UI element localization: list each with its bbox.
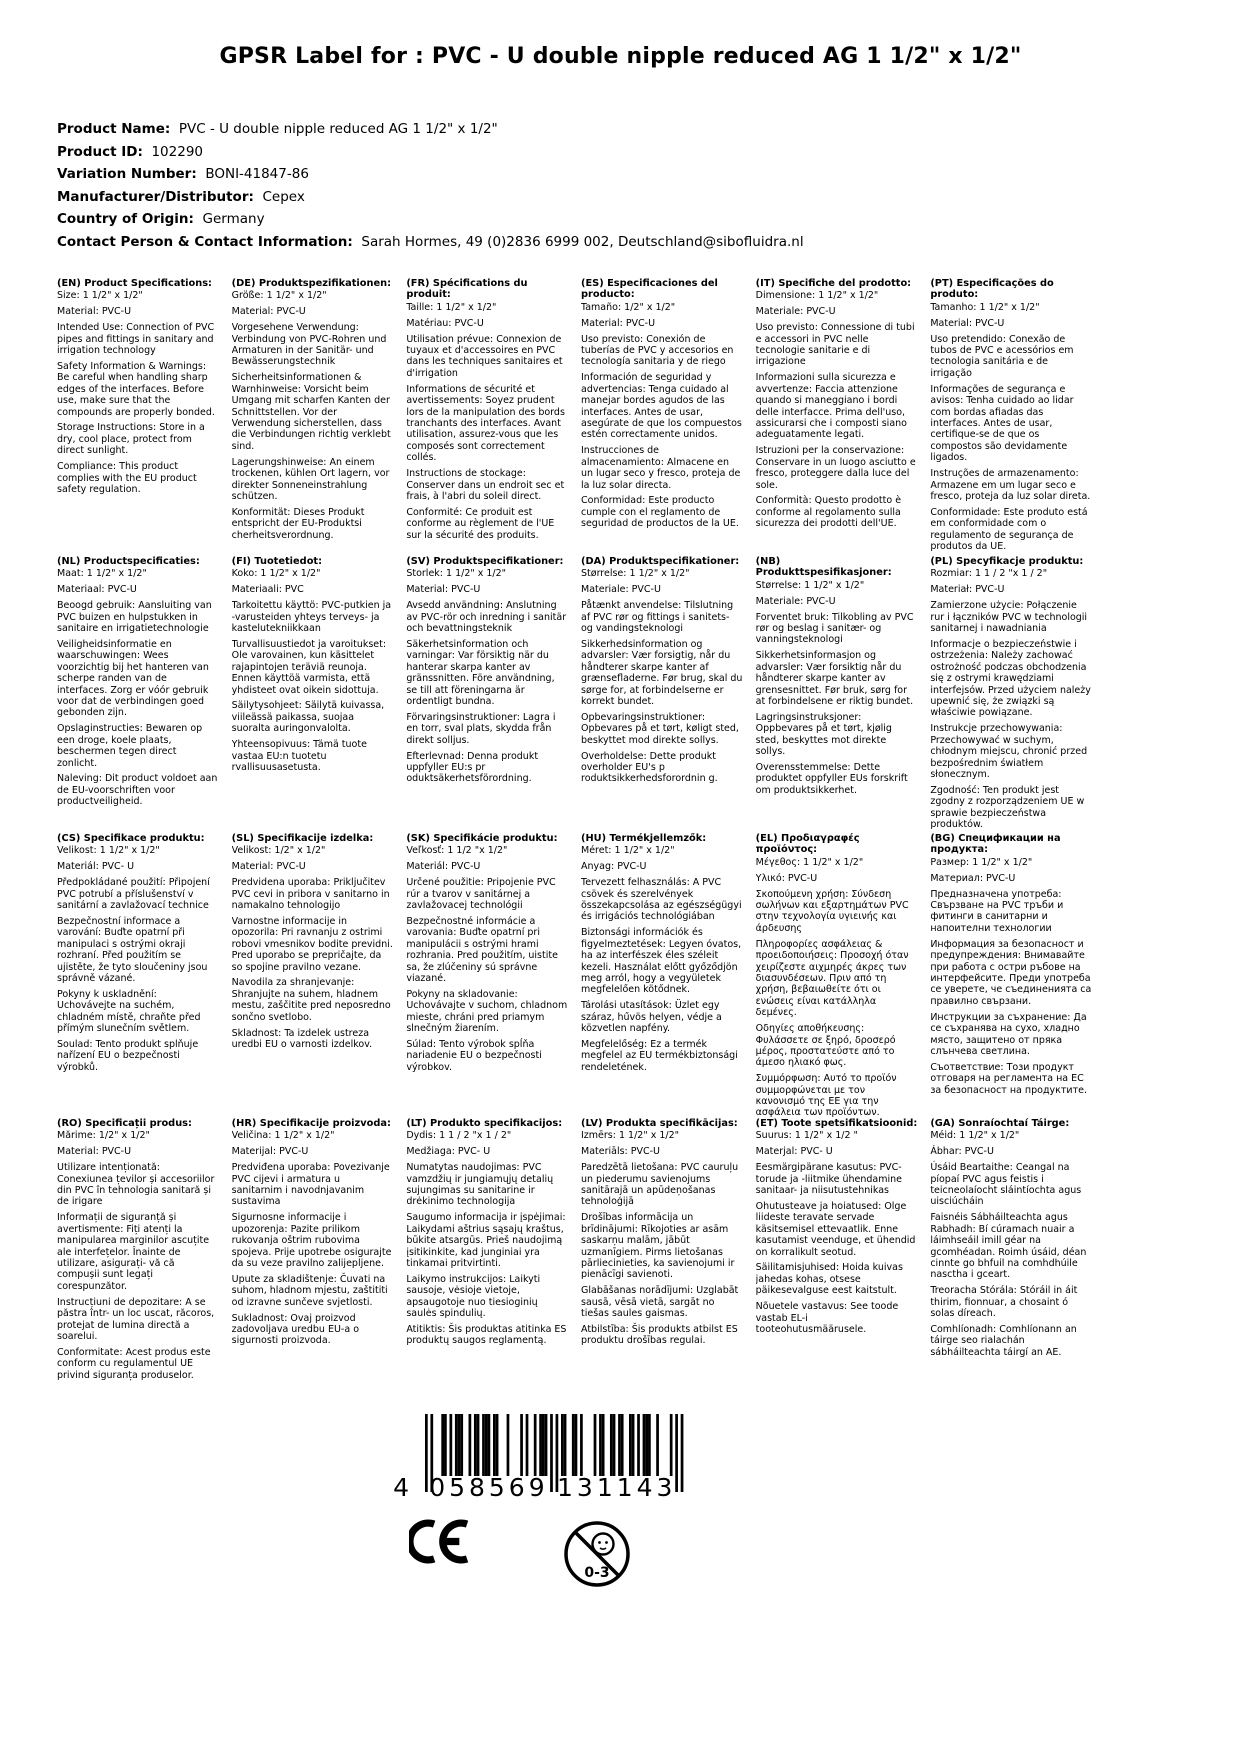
- lang-block-paragraph: Informacje o bezpieczeństwie i ostrzeżenia: Należy zachować ostrożność podczas obchodzenia się z ostrymi krawędziami interfejsów. Przed użyciem należy upewnić się, że związki są właściwie powiązane.: [930, 638, 1091, 719]
- barcode-digits: 4: [393, 1473, 413, 1502]
- lang-block-paragraph: Materiale: PVC-U: [755, 595, 836, 607]
- lang-block-paragraph: Sigurnosne informacije i upozorenja: Pazite prilikom rukovanja oštrim rubovima spojeva. Prije upotrebe osigurajte da su veze pravilno zalijepljene.: [231, 1212, 392, 1269]
- lang-block-paragraph: Conformità: Questo prodotto è conforme al regolamento sulla sicurezza dei prodotti dell'UE.: [755, 495, 902, 530]
- lang-block-paragraph: Suurus: 1 1/2" x 1/2 ": [755, 1130, 858, 1142]
- lang-block-paragraph: Určené použitie: Pripojenie PVC rúr a tvarov v sanitárnej a zavlažovacej technológii: [406, 877, 556, 912]
- lang-block-paragraph: Sikkerhedsinformation og advarsler: Vær forsigtig, når du håndterer skarpe kanter af grænsefladerne. Før brug, skal du sørge for, at forbindelserne er korrekt bundet.: [581, 638, 743, 707]
- lang-block-paragraph: Información de seguridad y advertencias: Tenga cuidado al manejar bordes agudos de las interfaces. Antes de usar, asegúrate de que los compuestos estén correctamente unidos.: [581, 372, 742, 441]
- lang-block-paragraph: Veiligheidsinformatie en waarschuwingen: Wees voorzichtig bij het hanteren van scherpe randen van de interfaces. Zorg er vóór gebruik voor dat de verbindingen goed gebonden zijn.: [57, 638, 209, 719]
- lang-block-header: (EL) Προδιαγραφές προϊόντος:: [755, 833, 860, 856]
- lang-block-paragraph: Uso pretendido: Conexão de tubos de PVC e acessórios em tecnologia sanitária e de irrigação: [930, 333, 1074, 379]
- lang-block-header: (ET) Toote spetsifikatsioonid:: [755, 1118, 918, 1129]
- lang-block-paragraph: Materjal: PVC- U: [755, 1146, 833, 1158]
- lang-block-paragraph: Bezpečnostné informácie a varovania: Buďte opatrní pri manipulácii s ostrými hrami rozhrania. Pred použitím, uistite sa, že zlúčeniny sú správne viazané.: [406, 915, 558, 984]
- lang-block-header: (SL) Specifikacije izdelka:: [231, 833, 374, 844]
- lang-block-paragraph: Pokyny k uskladnění: Uchovávejte na suchém, chladném místě, chraňte před přímým slunečním světlem.: [57, 988, 201, 1035]
- lang-block-paragraph: Conformité: Ce produit est conforme au règlement de l'UE sur la sécurité des produits.: [406, 506, 555, 541]
- product-info-value: Cepex: [253, 188, 305, 205]
- product-info: [57, 118, 804, 253]
- lang-block-header: (PT) Especificações do produto:: [930, 278, 1054, 301]
- lang-block-et: [756, 1118, 918, 1335]
- lang-block-paragraph: Material: PVC-U: [406, 584, 481, 596]
- lang-block-paragraph: Eesmärgipärane kasutus: PVC-torude ja -liitmike ühendamine sanitaar- ja niisutustehnikas: [755, 1162, 903, 1197]
- lang-block-paragraph: Размер: 1 1/2" x 1/2": [930, 856, 1033, 868]
- lang-block-paragraph: Инструкции за съхранение: Да се съхранява на сухо, хладно място, защитено от пряка слънчева светлина.: [930, 1011, 1087, 1057]
- lang-block-paragraph: Comhlíonadh: Comhlíonann an táirge seo rialachán sábháilteachta táirgí an AE.: [930, 1324, 1077, 1358]
- product-info-label: Contact Person & Contact Information:: [57, 233, 353, 250]
- lang-block-pt: [930, 278, 1092, 552]
- lang-block-paragraph: Zamierzone użycie: Połączenie rur i łączników PVC w technologii sanitarnej i nawadniania: [930, 600, 1088, 635]
- lang-block-paragraph: Saugumo informacija ir įspėjimai: Laikydami aštrius sąsajų kraštus, būkite atsargūs. Prieš naudojimą įsitikinkite, kad junginiai yra tinkamai pritvirtinti.: [406, 1212, 566, 1269]
- lang-block-paragraph: Предназначена употреба: Свързване на PVC тръби и фитинги в санитарни и напоителни технологии: [930, 888, 1064, 934]
- lang-block-paragraph: Predviđena uporaba: Povezivanje PVC cijevi i armatura u sanitarnim i navodnjavanim sustavima: [231, 1162, 390, 1208]
- lang-block-paragraph: Sukladnost: Ovaj proizvod zadovoljava uredbu EU-a o sigurnosti proizvoda.: [231, 1312, 360, 1347]
- product-info-label: Country of Origin:: [57, 211, 194, 227]
- lang-block-paragraph: Veľkosť: 1 1/2 "x 1/2": [406, 845, 508, 857]
- lang-block-paragraph: Μέγεθος: 1 1/2" x 1/2": [755, 856, 864, 868]
- lang-block-paragraph: Συμμόρφωση: Αυτό το προϊόν συμμορφώνεται με τον κανονισμό της ΕΕ για την ασφάλεια των προϊόντων.: [755, 1073, 897, 1119]
- lang-block-paragraph: Intended Use: Connection of PVC pipes and fittings in sanitary and irrigation technology: [57, 322, 215, 357]
- product-info-label: Variation Number:: [57, 166, 197, 182]
- lang-block-header: (BG) Спецификации на продукта:: [930, 833, 1061, 856]
- lang-block-paragraph: Tarkoitettu käyttö: PVC-putkien ja -varusteiden yhteys terveys- ja kastelutekniikkaan: [231, 600, 392, 635]
- product-info-value: Sarah Hormes, 49 (0)2836 6999 002, Deutschland@sibofluidra.nl: [352, 233, 804, 250]
- product-info-value: PVC - U double nipple reduced AG 1 1/2" x 1/2": [170, 121, 498, 137]
- lang-block-it: [756, 278, 918, 530]
- age-restriction-text: 0-3: [584, 1565, 610, 1581]
- lang-block-paragraph: Velikost: 1 1/2" x 1/2": [57, 845, 160, 857]
- lang-block-paragraph: Informações de segurança e avisos: Tenha cuidado ao lidar com bordas afiadas das interfaces. Antes de usar, certifique-se de que os compostos são devidamente ligados.: [930, 383, 1074, 464]
- lang-block-paragraph: Atbilstība: Šis produkts atbilst ES produktu drošības regulai.: [581, 1324, 738, 1347]
- lang-block-sl: [232, 833, 394, 1050]
- lang-block-paragraph: Påtænkt anvendelse: Tilslutning af PVC rør og fittings i sanitets- og vandingsteknologi: [581, 600, 734, 635]
- lang-block-paragraph: Storage Instructions: Store in a dry, cool place, protect from direct sunlight.: [57, 422, 205, 457]
- lang-block-hu: [581, 833, 743, 1073]
- lang-block-paragraph: Opslaginstructies: Bewaren op een droge, koele plaats, beschermen tegen direct zonlicht.: [57, 723, 203, 769]
- age-restriction-0-3-icon: [561, 1518, 633, 1590]
- lang-block-paragraph: Materiale: PVC-U: [581, 584, 661, 596]
- product-info-row: [57, 231, 804, 254]
- lang-block-paragraph: Größe: 1 1/2" x 1/2": [231, 290, 327, 302]
- lang-block-header: (CS) Specifikace produktu:: [57, 833, 205, 844]
- lang-block-paragraph: Overholdelse: Dette produkt overholder EU's p roduktsikkerhedsforordnin g.: [581, 750, 718, 785]
- lang-block-paragraph: Lagerungshinweise: An einem trockenen, kühlen Ort lagern, vor direkter Sonneneinstrahlung schützen.: [231, 456, 390, 502]
- lang-block-paragraph: Material: PVC-U: [930, 317, 1005, 329]
- lang-block-en: [57, 278, 219, 495]
- lang-block-paragraph: Dimensione: 1 1/2" x 1/2": [755, 290, 879, 302]
- lang-block-header: (IT) Specifiche del prodotto:: [755, 278, 912, 289]
- lang-block-paragraph: Soulad: Tento produkt splňuje nařízení EU o bezpečnosti výrobků.: [57, 1039, 199, 1073]
- lang-block-paragraph: Naleving: Dit product voldoet aan de EU-voorschriften voor productveiligheid.: [57, 773, 218, 808]
- lang-block-paragraph: Tamaño: 1/2" x 1/2": [581, 301, 676, 313]
- lang-block-paragraph: Size: 1 1/2" x 1/2": [57, 290, 143, 302]
- lang-block-paragraph: Numatytas naudojimas: PVC vamzdžių ir jungiamųjų detalių sujungimas su sanitarine ir drėkinimo technologija: [406, 1162, 554, 1208]
- lang-block-paragraph: Σκοπούμενη χρήση: Σύνδεση σωλήνων και εξαρτημάτων PVC στην τεχνολογία υγιεινής και άρδευσης: [755, 888, 909, 934]
- lang-block-paragraph: Úsáid Beartaithe: Ceangal na píopaí PVC agus feistis i teicneolaíocht sláintíochta agus uisciúcháin: [930, 1162, 1082, 1208]
- lang-block-header: (DA) Produktspecifikationer:: [581, 556, 740, 567]
- lang-block-header: (LV) Produkta specifikācijas:: [581, 1118, 738, 1129]
- lang-block-header: (NB) Produkttspesifikasjoner:: [755, 556, 892, 579]
- lang-block-paragraph: Anyag: PVC-U: [581, 861, 647, 873]
- lang-block-paragraph: Compliance: This product complies with the EU product safety regulation.: [57, 461, 197, 495]
- lang-block-paragraph: Säkerhetsinformation och varningar: Var försiktig när du hanterar skarpa kanter av gränssnitten. Före användning, se till att föreningarna är ordentligt bundna.: [406, 638, 555, 707]
- lang-block-paragraph: Nõuetele vastavus: See toode vastab EL-i tooteohutusmäärusele.: [755, 1301, 899, 1335]
- lang-block-bg: [930, 833, 1092, 1096]
- lang-block-paragraph: Tárolási utasítások: Üzlet egy száraz, hűvös helyen, védje a közvetlen napfény.: [581, 1000, 722, 1035]
- lang-block-paragraph: Materiaali: PVC: [231, 584, 304, 596]
- lang-block-paragraph: Matériau: PVC-U: [406, 317, 484, 329]
- lang-block-de: [232, 278, 394, 541]
- lang-block-paragraph: Material: PVC-U: [57, 306, 132, 318]
- lang-block-fi: [232, 556, 394, 773]
- product-info-value: BONI-41847-86: [196, 166, 309, 182]
- lang-block-header: (HU) Termékjellemzők:: [581, 833, 707, 844]
- lang-block-pl: [930, 556, 1092, 830]
- lang-block-paragraph: Zgodność: Ten produkt jest zgodny z rozporządzeniem UE w sprawie bezpieczeństwa produktów.: [930, 784, 1085, 831]
- lang-block-paragraph: Veličina: 1 1/2" x 1/2": [231, 1130, 335, 1142]
- lang-block-paragraph: Materiāls: PVC-U: [581, 1146, 661, 1158]
- lang-block-paragraph: Utilisation prévue: Connexion de tuyaux et d'accessoires en PVC dans les techniques sanitaires et d'irrigation: [406, 333, 563, 379]
- lang-block-paragraph: Størrelse: 1 1/2" x 1/2": [581, 568, 690, 580]
- lang-block-sv: [406, 556, 568, 785]
- lang-block-paragraph: Opbevaringsinstruktioner: Opbevares på et tørt, køligt sted, beskyttet mod direkte sollys.: [581, 711, 739, 746]
- lang-block-paragraph: Dydis: 1 1 / 2 "x 1 / 2": [406, 1130, 512, 1142]
- lang-block-paragraph: Beoogd gebruik: Aansluiting van PVC buizen en hulpstukken in sanitaire en irrigatietechnologie: [57, 600, 212, 635]
- lang-block-paragraph: Yhteensopivuus: Tämä tuote vastaa EU:n tuotetu rvallisuusasetusta.: [231, 739, 367, 773]
- lang-block-hr: [232, 1118, 394, 1347]
- lang-block-header: (HR) Specifikacije proizvoda:: [231, 1118, 391, 1129]
- lang-block-paragraph: Overensstemmelse: Dette produktet oppfyller EUs forskrift om produktsikkerhet.: [755, 762, 908, 796]
- lang-block-lt: [406, 1118, 568, 1347]
- lang-block-paragraph: Conformitate: Acest produs este conform cu regulamentul UE privind siguranța produselor.: [57, 1346, 211, 1381]
- lang-block-paragraph: Οδηγίες αποθήκευσης: Φυλάσσετε σε ξηρό, δροσερό μέρος, προστατεύστε από το άμεσο ηλιακό φως.: [755, 1023, 896, 1069]
- page-title: GPSR Label for : PVC - U double nipple reduced AG 1 1/2" x 1/2": [219, 44, 1022, 69]
- lang-block-paragraph: Konformität: Dieses Produkt entspricht der EU-Produktsi cherheitsverordnung.: [231, 506, 365, 541]
- product-info-row: [57, 208, 804, 231]
- lang-block-lv: [581, 1118, 743, 1347]
- lang-block-paragraph: Drošības informācija un brīdinājumi: Rīkojoties ar asām saskarņu malām, jābūt uzmanīgiem. Pirms lietošanas pārliecinieties, ka savienojumi ir pienācīgi savienoti.: [581, 1212, 735, 1281]
- lang-block-cs: [57, 833, 219, 1073]
- lang-block-paragraph: Upute za skladištenje: Čuvati na suhom, hladnom mjestu, zaštititi od izravne sunčeve svjetlosti.: [231, 1273, 388, 1308]
- product-info-row: [57, 163, 804, 186]
- lang-block-paragraph: Biztonsági információk és figyelmeztetések: Legyen óvatos, ha az interfészek éles széleit kezeli. Használat előtt győződjön meg arról, hogy a vegyületek megfelelően kötődnek.: [581, 927, 742, 996]
- lang-block-header: (FI) Tuotetiedot:: [231, 556, 323, 567]
- lang-block-paragraph: Taille: 1 1/2" x 1/2": [406, 301, 497, 313]
- lang-block-da: [581, 556, 743, 785]
- lang-block-paragraph: Forventet bruk: Tilkobling av PVC rør og beslag i sanitær- og vanningsteknologi: [755, 611, 914, 646]
- lang-block-paragraph: Информация за безопасност и предупреждения: Внимавайте при работа с остри ръбове на интерфейсите. Преди употреба се уверете, че съединенията са правилно свързани.: [930, 938, 1092, 1007]
- lang-block-paragraph: Material: PVC-U: [581, 317, 656, 329]
- lang-block-paragraph: Съответствие: Този продукт отговаря на регламента на ЕС за безопасност на продуктите.: [930, 1061, 1087, 1096]
- lang-block-paragraph: Uso previsto: Connessione di tubi e accessori in PVC nelle tecnologie sanitarie e di irrigazione: [755, 322, 915, 368]
- lang-block-header: (PL) Specyfikacje produktu:: [930, 556, 1084, 567]
- lang-block-paragraph: Material: PVC-U: [231, 306, 306, 318]
- lang-block-header: (NL) Productspecificaties:: [57, 556, 200, 567]
- lang-block-paragraph: Instructions de stockage: Conserver dans un endroit sec et frais, à l'abri du soleil direct.: [406, 468, 565, 502]
- ean-barcode-icon: [383, 1412, 713, 1504]
- lang-block-header: (RO) Specificații produs:: [57, 1118, 192, 1129]
- lang-block-header: (FR) Spécifications du produit:: [406, 278, 528, 301]
- lang-block-header: (LT) Produkto specifikacijos:: [406, 1118, 563, 1129]
- lang-block-nl: [57, 556, 219, 808]
- ce-mark-icon: [409, 1518, 469, 1565]
- lang-block-fr: [406, 278, 568, 541]
- lang-block-paragraph: Predvidena uporaba: Priključitev PVC cevi in pribora v sanitarno in namakalno tehnologijo: [231, 877, 390, 912]
- lang-block-paragraph: Mărime: 1/2" x 1/2": [57, 1130, 150, 1142]
- lang-block-es: [581, 278, 743, 530]
- lang-block-paragraph: Πληροφορίες ασφάλειας & προειδοποιήσεις: Προσοχή όταν χειρίζεστε αιχμηρές άκρες των διασυνδέσεων. Πριν από τη χρήση, βεβαιωθείτε ότι οι ενώσεις είναι κατάλληλα δεμένες.: [755, 938, 909, 1019]
- lang-block-paragraph: Υλικό: PVC-U: [755, 872, 818, 884]
- lang-block-paragraph: Efterlevnad: Denna produkt uppfyller EU:s pr oduktsäkerhetsförordning.: [406, 750, 539, 785]
- lang-block-paragraph: Istruzioni per la conservazione: Conservare in un luogo asciutto e fresco, proteggere dalla luce del sole.: [755, 445, 916, 491]
- lang-block-paragraph: Maat: 1 1/2" x 1/2": [57, 568, 147, 580]
- lang-block-paragraph: Lagringsinstruksjoner: Oppbevares på et tørt, kjølig sted, beskyttes mot direkte sollys.: [755, 711, 892, 758]
- barcode-area: [383, 1412, 723, 1590]
- lang-block-el: [756, 833, 918, 1119]
- lang-block-paragraph: Tervezett felhasználás: A PVC csövek és szerelvények összekapcsolása az egészségügyi és irrigációs technológiában: [581, 877, 742, 923]
- lang-block-paragraph: Utilizare intenționată: Conexiunea țevilor și accesoriilor din PVC în tehnologia sanitară și de irigare: [57, 1162, 215, 1208]
- lang-block-paragraph: Materiál: PVC-U: [406, 861, 481, 873]
- lang-block-header: (SK) Špecifikácie produktu:: [406, 833, 558, 844]
- lang-block-paragraph: Izmērs: 1 1/2" x 1/2": [581, 1130, 680, 1142]
- lang-block-paragraph: Materiál: PVC- U: [57, 861, 135, 873]
- lang-block-paragraph: Materijal: PVC-U: [231, 1146, 309, 1158]
- lang-block-paragraph: Turvallisuustiedot ja varoitukset: Ole varovainen, kun käsittelet rajapintojen teräviä reunoja. Ennen käyttöä varmista, että yhdisteet ovat oikein sidottuja.: [231, 638, 387, 696]
- product-info-row: [57, 186, 804, 209]
- lang-block-header: (ES) Especificaciones del producto:: [581, 278, 718, 301]
- product-info-row: [57, 118, 804, 141]
- product-info-value: 102290: [142, 143, 204, 160]
- lang-block-paragraph: Méid: 1 1/2" x 1/2": [930, 1130, 1020, 1142]
- product-info-row: [57, 141, 804, 164]
- lang-block-paragraph: Faisnéis Sábháilteachta agus Rabhadh: Bí cúramach nuair a láimhseáil imill géar na gcomhéadan. Roimh úsáid, déan cinnte go bhfuil na comhdhúile nasctha i gceart.: [930, 1212, 1087, 1281]
- lang-block-paragraph: Sicherheitsinformationen & Warnhinweise: Vorsicht beim Umgang mit scharfen Kanten der Schnittstellen. Vor der Verwendung sicherstellen, dass die Verbindungen richtig verklebt sind.: [231, 372, 391, 452]
- lang-block-header: (EN) Product Specifications:: [57, 278, 212, 289]
- lang-block-paragraph: Instruções de armazenamento: Armazene em um lugar seco e fresco, proteja da luz solar direta.: [930, 468, 1091, 502]
- lang-block-paragraph: Předpokládané použití: Připojení PVC potrubí a příslušenství v sanitární a zavlažovací technice: [57, 877, 210, 912]
- lang-block-paragraph: Sikkerhetsinformasjon og advarsler: Vær forsiktig når du håndterer skarpe kanter av grensesnittet. Før bruk, sørg for at forbindelsene er riktig bundet.: [755, 650, 914, 707]
- product-info-label: Product ID:: [57, 143, 143, 160]
- lang-block-paragraph: Glabāšanas norādījumi: Uzglabāt sausā, vēsā vietā, sargāt no tiešas saules gaismas.: [581, 1285, 739, 1320]
- lang-block-paragraph: Skladnost: Ta izdelek ustreza uredbi EU o varnosti izdelkov.: [231, 1027, 373, 1050]
- lang-block-ro: [57, 1118, 219, 1381]
- lang-block-paragraph: Avsedd användning: Anslutning av PVC-rör och inredning i sanitär och bevattningsteknik: [406, 600, 567, 635]
- lang-block-paragraph: Bezpečnostní informace a varování: Buďte opatrní při manipulaci s ostrými okraji rozhraní. Před použitím se ujistěte, že tyto sloučeniny jsou správně vázané.: [57, 915, 208, 984]
- lang-block-paragraph: Rozmiar: 1 1 / 2 "x 1 / 2": [930, 568, 1048, 580]
- lang-block-sk: [406, 833, 568, 1073]
- lang-block-paragraph: Conformidad: Este producto cumple con el reglamento de seguridad de productos de la UE.: [581, 495, 739, 530]
- lang-block-paragraph: Laikymo instrukcijos: Laikyti sausoje, vėsioje vietoje, apsaugotoje nuo tiesioginių saulės spindulių.: [406, 1273, 541, 1320]
- lang-block-paragraph: Säilytysohjeet: Säilytä kuivassa, viileässä paikassa, suojaa suoralta auringonvalolta.: [231, 700, 385, 735]
- lang-block-paragraph: Navodila za shranjevanje: Shranjujte na suhem, hladnem mestu, zaščitite pred neposredno sončno svetlobo.: [231, 977, 391, 1023]
- lang-block-paragraph: Ohutusteave ja hoiatused: Olge liideste teravate servade käsitsemisel ettevaatlik. Enne kasutamist veenduge, et ühendid on korralikult seotud.: [755, 1200, 916, 1258]
- lang-block-header: (DE) Produktspezifikationen:: [231, 278, 391, 289]
- lang-block-paragraph: Méret: 1 1/2" x 1/2": [581, 845, 675, 857]
- language-grid: [57, 278, 1092, 1381]
- lang-block-paragraph: Informații de siguranță și avertismente: Fiți atenți la manipularea marginilor ascuțite ale interfețelor. Înainte de utilizare, asigurați- vă că compușii sunt legați corespunzător.: [57, 1212, 210, 1292]
- lang-block-paragraph: Storlek: 1 1/2" x 1/2": [406, 568, 507, 580]
- lang-block-paragraph: Atitiktis: Šis produktas atitinka ES produktų saugos reglamentą.: [406, 1324, 567, 1347]
- lang-block-paragraph: Material: PVC-U: [57, 1146, 132, 1158]
- lang-block-header: (GA) Sonraíochtaí Táirge:: [930, 1118, 1070, 1129]
- lang-block-paragraph: Pokyny na skladovanie: Uchovávajte v suchom, chladnom mieste, chráni pred priamym slnečným žiarením.: [406, 988, 568, 1035]
- lang-block-paragraph: Materiaal: PVC-U: [57, 584, 137, 596]
- lang-block-paragraph: Súlad: Tento výrobok spĺňa nariadenie EU o bezpečnosti výrobkov.: [406, 1039, 542, 1073]
- lang-block-paragraph: Paredzētā lietošana: PVC cauruļu un piederumu savienojums sanitārajā un apūdeņošanas tehnoloģijā: [581, 1162, 739, 1208]
- lang-block-paragraph: Instrucțiuni de depozitare: A se păstra într- un loc uscat, răcoros, protejat de lumina directă a soarelui.: [57, 1296, 215, 1342]
- barcode-digits: 131143: [557, 1473, 677, 1502]
- lang-block-paragraph: Instrucciones de almacenamiento: Almacene en un lugar seco y fresco, proteja de la luz solar directa.: [581, 445, 741, 491]
- lang-block-nb: [756, 556, 918, 796]
- lang-block-paragraph: Safety Information & Warnings: Be careful when handling sharp edges of the interfaces. Before use, make sure that the compounds are properly bonded.: [57, 360, 215, 418]
- lang-block-paragraph: Koko: 1 1/2" x 1/2": [231, 568, 321, 580]
- lang-block-paragraph: Tamanho: 1 1/2" x 1/2": [930, 301, 1040, 313]
- lang-block-paragraph: Materiał: PVC-U: [930, 584, 1005, 596]
- lang-block-paragraph: Material: PVC-U: [231, 861, 306, 873]
- lang-block-ga: [930, 1118, 1092, 1358]
- lang-block-paragraph: Medžiaga: PVC- U: [406, 1146, 491, 1158]
- product-info-value: Germany: [193, 211, 265, 227]
- lang-block-paragraph: Instrukcje przechowywania: Przechowywać w suchym, chłodnym miejscu, chronić przed bezpośrednim światłem słonecznym.: [930, 723, 1088, 780]
- lang-block-paragraph: Förvaringsinstruktioner: Lagra i en torr, sval plats, skydda från direkt solljus.: [406, 711, 556, 746]
- product-info-label: Product Name:: [57, 121, 171, 137]
- lang-block-paragraph: Treoracha Stórála: Stóráil in áit thirim, fionnuar, a chosaint ó solas díreach.: [930, 1285, 1078, 1320]
- lang-block-paragraph: Säilitamisjuhised: Hoida kuivas jahedas kohas, otsese päikesevalguse eest kaitstult.: [755, 1262, 903, 1297]
- lang-block-paragraph: Velikost: 1/2" x 1/2": [231, 845, 326, 857]
- barcode-digits: 058569: [429, 1473, 549, 1502]
- lang-block-header: (SV) Produktspecifikationer:: [406, 556, 564, 567]
- lang-block-paragraph: Materiale: PVC-U: [755, 306, 836, 318]
- lang-block-paragraph: Материал: PVC-U: [930, 872, 1016, 884]
- lang-block-paragraph: Varnostne informacije in opozorila: Pri ravnanju z ostrimi robovi vmesnikov bodite previdni. Pred uporabo se prepričajte, da so spojine pravilno vezane.: [231, 915, 393, 973]
- lang-block-paragraph: Conformidade: Este produto está em conformidade com o regulamento de segurança de produtos da UE.: [930, 506, 1088, 553]
- product-info-label: Manufacturer/Distributor:: [57, 188, 254, 205]
- lang-block-paragraph: Informations de sécurité et avertissements: Soyez prudent lors de la manipulation des bords tranchants des interfaces. Avant utilisation, assurez-vous que les composés sont correctement collés.: [406, 383, 565, 464]
- lang-block-paragraph: Uso previsto: Conexión de tuberías de PVC y accesorios en tecnología sanitaria y de riego: [581, 333, 734, 368]
- lang-block-paragraph: Informazioni sulla sicurezza e avvertenze: Faccia attenzione quando si maneggiano i bordi delle interfacce. Prima dell'uso, assicurarsi che i composti siano adeguatamente legati.: [755, 372, 907, 441]
- compliance-marks: [383, 1518, 723, 1590]
- lang-block-paragraph: Vorgesehene Verwendung: Verbindung von PVC-Rohren und Armaturen in der Sanitär- und Bewässerungstechnik: [231, 322, 387, 368]
- lang-block-paragraph: Megfelelőség: Ez a termék megfelel az EU termékbiztonsági rendeletének.: [581, 1039, 738, 1073]
- lang-block-paragraph: Ábhar: PVC-U: [930, 1146, 994, 1158]
- lang-block-paragraph: Størrelse: 1 1/2" x 1/2": [755, 579, 865, 591]
